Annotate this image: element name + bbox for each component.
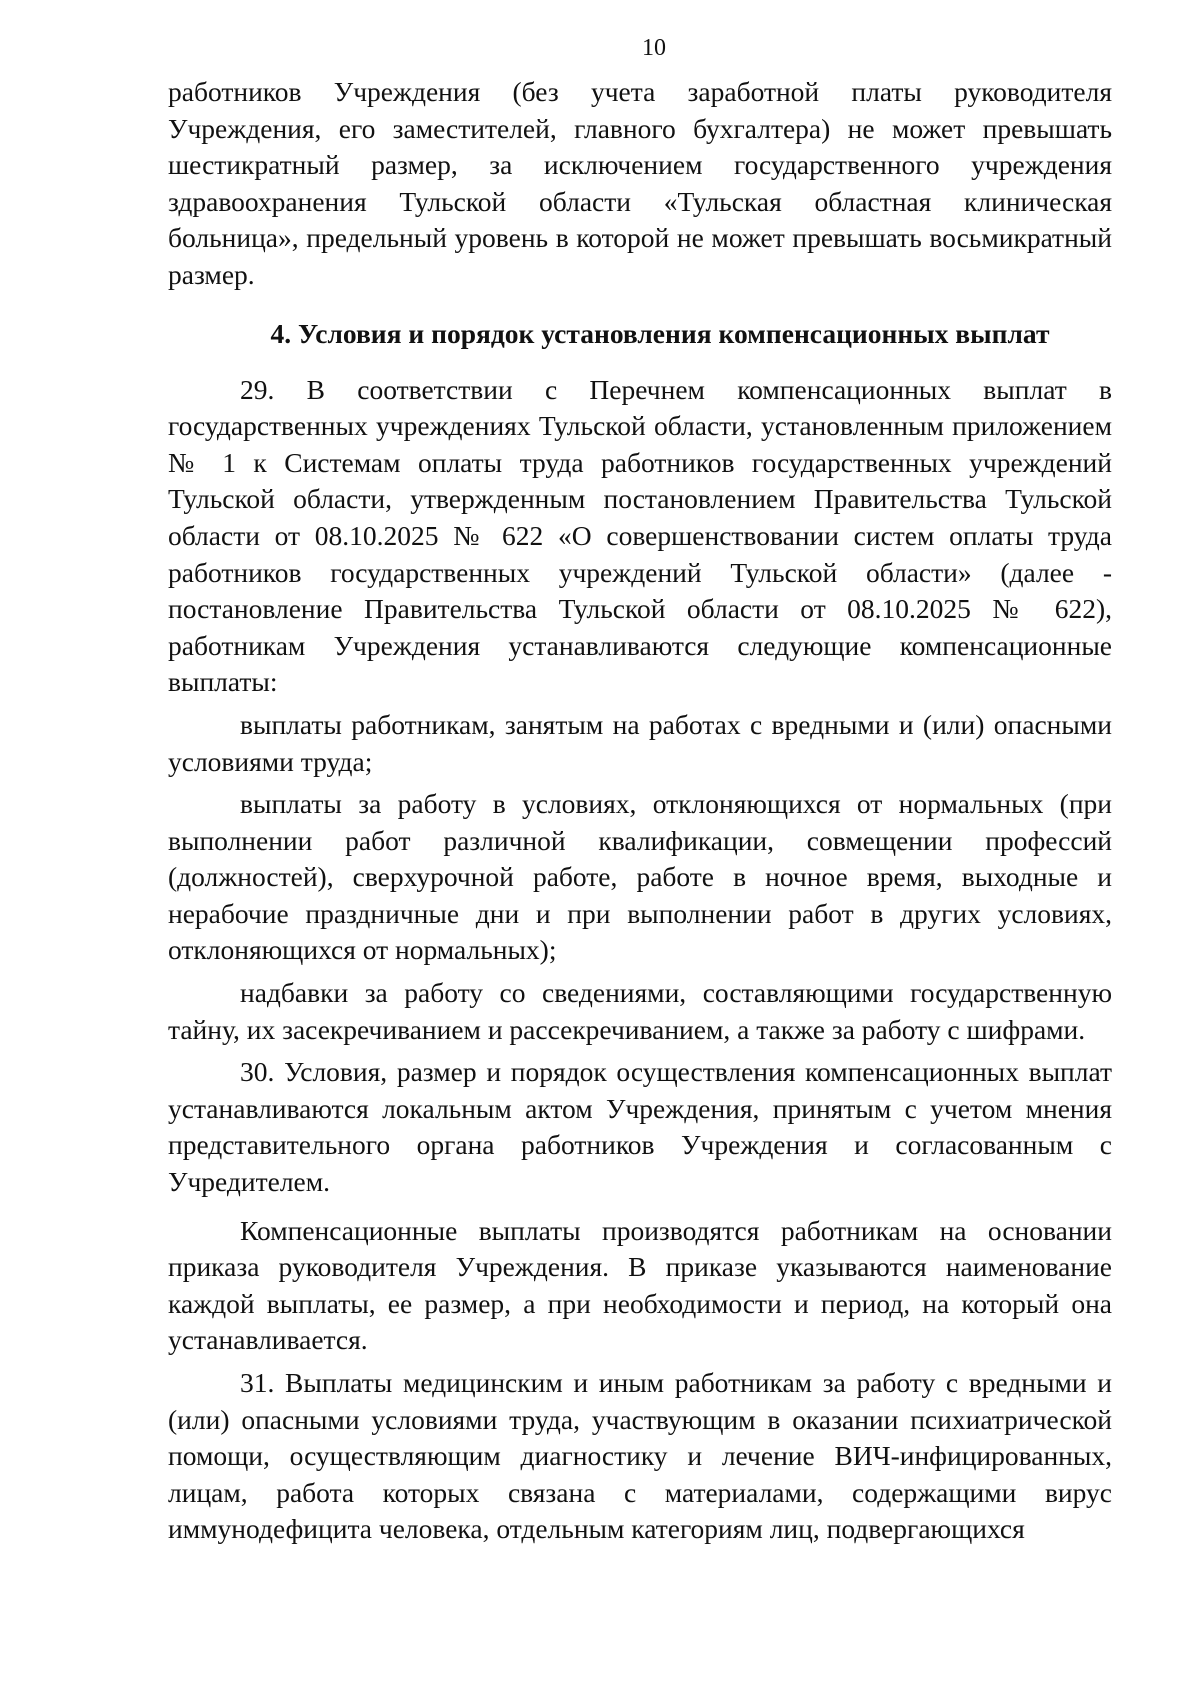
- continuation-paragraph: работников Учреждения (без учета заработной платы руководителя Учреждения, его заместителей, главного бухгалтера) не может превышать шестикратный размер, за исключением государственного учреждения здравоохранения Тульской области «Тульская областная клиническая больница», предельный уровень в которой не может превышать восьмикратный размер.: [168, 76, 1112, 290]
- paragraph-30: 30. Условия, размер и порядок осуществления компенсационных выплат устанавливаются локальным актом Учреждения, принятым с учетом мнения представительного органа работников Учреждения и согласованным с Учредителем.: [168, 1056, 1112, 1198]
- document-page: [168, 30, 1112, 1548]
- list-item-state-secret: надбавки за работу со сведениями, составляющими государственную тайну, их засекречиванием и рассекречиванием, а также за работу с шифрами.: [168, 977, 1112, 1045]
- paragraph-30-order: Компенсационные выплаты производятся работникам на основании приказа руководителя Учреждения. В приказе указываются наименование каждой выплаты, ее размер, а при необходимости и период, на который она устанавливается.: [168, 1214, 1112, 1356]
- section-heading: 4. Условия и порядок установления компенсационных выплат: [270, 317, 1050, 349]
- page-number: 10: [642, 35, 666, 61]
- list-item-abnormal-conditions: выплаты за работу в условиях, отклоняющихся от нормальных (при выполнении работ различной квалификации, совмещении профессий (должностей), сверхурочной работе, работе в ночное время, выходные и нерабочие праздничные дни и при выполнении работ в других условиях, отклоняющихся от нормальных);: [168, 788, 1112, 966]
- list-item-harmful-conditions: выплаты работникам, занятым на работах с вредными и (или) опасными условиями труда;: [168, 708, 1112, 777]
- paragraph-29: 29. В соответствии с Перечнем компенсационных выплат в государственных учреждениях Тульской области, установленным приложением № 1 к Системам оплаты труда работников государственных учреждений Тульской области, утвержденным постановлением Правительства Тульской области от 08.10.2025 № 622 «О совершенствовании систем оплаты труда работников государственных учреждений Тульской области» (далее - постановление Правительства Тульской области от 08.10.2025 № 622), работникам Учреждения устанавливаются следующие компенсационные выплаты:: [168, 373, 1112, 698]
- paragraph-31: 31. Выплаты медицинским и иным работникам за работу с вредными и (или) опасными условиями труда, участвующим в оказании психиатрической помощи, осуществляющим диагностику и лечение ВИЧ-инфицированных, лицам, работа которых связана с материалами, содержащими вирус иммунодефицита человека, отдельным категориям лиц, подвергающихся: [168, 1367, 1112, 1545]
